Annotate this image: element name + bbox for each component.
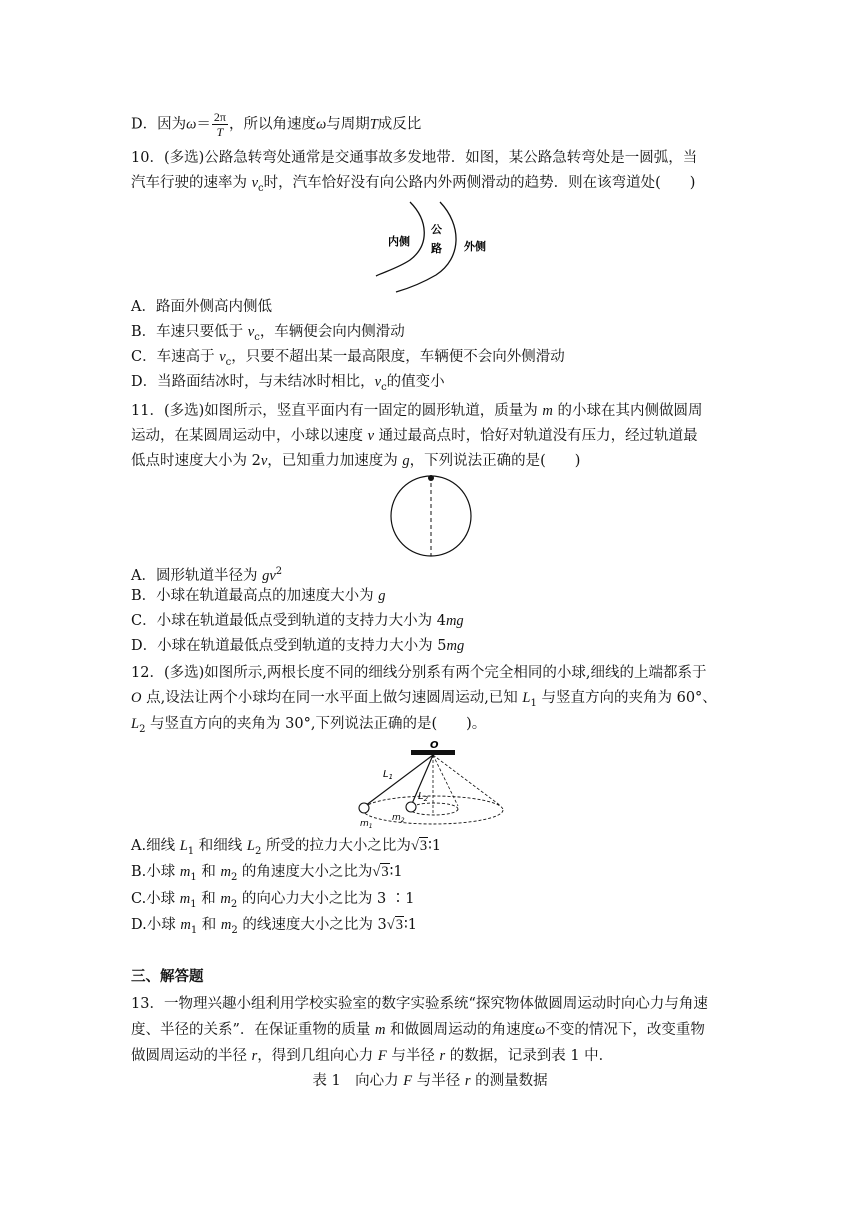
q13-line3-d: 的数据，记录到表 1 中． — [445, 1048, 614, 1064]
subscript-2: 2 — [139, 723, 146, 735]
g-symbol: g — [378, 588, 386, 604]
omega-symbol: ω — [315, 116, 327, 133]
subscript-2: 2 — [230, 871, 238, 883]
circular-track — [391, 476, 471, 556]
sqrt-3: √3 — [386, 917, 403, 933]
l-symbol: L — [246, 838, 255, 854]
radicand: 3 — [419, 838, 428, 854]
q11-option-b — [131, 586, 386, 606]
q10-option-a: A．路面外侧高内侧低 — [131, 299, 272, 315]
mass-symbol: m — [542, 403, 553, 419]
q10-line2-b: 时，汽车恰好没有向公路内外两侧滑动的趋势．则在该弯道处( ) — [263, 175, 696, 191]
cone-dashed-line-2 — [433, 755, 501, 806]
q13-line3-b: ，得到几组向心力 — [257, 1048, 378, 1064]
gv-symbol: gv — [262, 567, 276, 584]
q9-optd-prefix: D．因为 — [131, 116, 187, 133]
point-o-symbol: O — [131, 690, 142, 706]
subscript-2: 2 — [254, 845, 262, 857]
subscript-2: 2 — [231, 924, 238, 936]
q10-optb-b: ，车辆便会向内侧滑动 — [259, 324, 405, 340]
v-symbol: v — [260, 453, 268, 469]
m-symbol: m — [179, 864, 191, 880]
m-symbol: m — [220, 891, 231, 907]
q9-option-d — [131, 110, 421, 139]
sqrt-3: √3 — [410, 838, 428, 854]
section-title: 三、解答题 — [131, 969, 204, 985]
subscript-1: 1 — [190, 924, 198, 936]
ball-at-top — [428, 475, 434, 481]
m-symbol: m — [220, 864, 231, 880]
label-l1: $L_1$ — [383, 769, 394, 781]
q12-stem-line3 — [131, 714, 486, 740]
conical-pendulum-figure — [356, 737, 506, 829]
label-road-2: 路 — [431, 242, 442, 255]
subscript-c: c — [254, 331, 260, 343]
m-symbol: m — [180, 917, 191, 933]
v-symbol: v — [367, 428, 375, 444]
q11-line3-b: ，已知重力加速度为 — [267, 453, 403, 469]
m-symbol: m — [179, 891, 191, 907]
radicand: 3 — [395, 917, 403, 933]
subscript-1: 1 — [190, 871, 197, 883]
label-outer-side: 外侧 — [464, 240, 486, 253]
q12-stem-line2 — [131, 688, 717, 714]
q12-optd-a: D.小球 — [131, 917, 181, 933]
sqrt-3: √3 — [372, 864, 389, 880]
g-symbol: g — [402, 453, 410, 469]
q12-optc-a: C.小球 — [131, 891, 180, 907]
q12-opta-b: 和细线 — [194, 838, 247, 854]
mg-symbol: mg — [446, 638, 465, 654]
equals-sign: ＝ — [196, 116, 211, 133]
q10-option-c — [131, 347, 565, 373]
circular-track-figure — [388, 473, 474, 559]
table-caption — [0, 1071, 860, 1091]
q12-optb-c: 的角速度大小之比为 — [237, 864, 373, 880]
q12-optb-b: 和 — [196, 864, 221, 880]
v-symbol: v — [247, 324, 255, 340]
fraction-denominator: T — [216, 125, 224, 139]
r-symbol: r — [439, 1048, 446, 1064]
q11-optd-a: D．小球在轨道最低点受到轨道的支持力大小为 5 — [131, 638, 447, 654]
q10-optb-a: B．车速只要低于 — [131, 324, 248, 340]
f-symbol: F — [377, 1048, 387, 1064]
subscript-c: c — [258, 182, 264, 194]
radicand: 3 — [381, 864, 389, 880]
q11-opta-a: A．圆形轨道半径为 — [131, 567, 263, 584]
fraction-numerator: 2π — [213, 110, 226, 124]
subscript-c: c — [381, 381, 387, 393]
q12-opta-c: 所受的拉力大小之比为 — [261, 838, 411, 854]
q13-stem-line2 — [131, 1020, 705, 1040]
q13-line2-b: 和做圆周运动的角速度 — [385, 1022, 536, 1038]
mg-symbol: mg — [445, 613, 464, 629]
label-m2: $m_2$ — [392, 813, 405, 824]
caption-c: 的测量数据 — [470, 1073, 548, 1089]
q12-optc-b: 和 — [196, 891, 221, 907]
q11-stem-line3 — [131, 451, 580, 471]
road-curve-figure — [370, 200, 500, 295]
q12-option-c — [131, 889, 415, 915]
m-symbol: m — [220, 917, 232, 933]
q11-line3-c: ，下列说法正确的是( ) — [409, 453, 581, 469]
f-symbol: F — [403, 1073, 413, 1089]
q12-stem-line1: 12．(多选)如图所示,两根长度不同的细线分别系有两个完全相同的小球,细线的上端都系于 — [131, 665, 707, 681]
label-m1: $m_1$ — [360, 819, 373, 829]
q12-option-a — [131, 836, 441, 862]
cone-dashed-line — [433, 755, 458, 806]
r-symbol: r — [251, 1048, 258, 1064]
r-symbol: r — [464, 1073, 471, 1089]
q9-optd-end: 成反比 — [377, 116, 422, 133]
orbit-small — [410, 803, 458, 815]
period-symbol: T — [369, 116, 378, 133]
q12-line2-b: 与竖直方向的夹角为 60°、 — [536, 690, 717, 706]
q12-optd-b: 和 — [197, 917, 221, 933]
q10-optd-a: D．当路面结冰时，与未结冰时相比， — [131, 374, 375, 390]
q13-stem-line3 — [131, 1046, 613, 1066]
label-inner-side: 内侧 — [388, 235, 410, 248]
q12-option-d — [131, 915, 417, 941]
label-road-1: 公 — [431, 223, 442, 236]
q11-line2-b: 通过最高点时，恰好对轨道没有压力，经过轨道最 — [374, 428, 698, 444]
q12-line3-b: 与竖直方向的夹角为 30°,下列说法正确的是( )。 — [145, 716, 487, 732]
q11-stem-line1 — [131, 401, 702, 421]
l-symbol: L — [179, 838, 188, 854]
ratio-end: ∶1 — [403, 917, 417, 933]
q11-line2-a: 运动，在某圆周运动中，小球以速度 — [131, 428, 368, 444]
q11-stem-line2 — [131, 426, 698, 446]
q12-optb-a: B.小球 — [131, 864, 180, 880]
q11-line1-b: 的小球在其内侧做圆周 — [552, 403, 703, 419]
subscript-1: 1 — [187, 845, 195, 857]
q12-opta-a: A.细线 — [131, 838, 180, 854]
q13-line2-a: 度、半径的关系”．在保证重物的质量 — [131, 1022, 376, 1038]
q11-option-c — [131, 611, 464, 631]
l-symbol: L — [522, 690, 531, 706]
ratio-end: ∶1 — [389, 864, 403, 880]
label-l2: $L_2$ — [418, 791, 429, 803]
q13-line2-c: 不变的情况下，改变重物 — [545, 1022, 705, 1038]
subscript-1: 1 — [190, 898, 197, 910]
q12-optd-c: 的线速度大小之比为 3 — [237, 917, 387, 933]
q11-option-a — [131, 562, 282, 586]
superscript-2: 2 — [275, 566, 283, 577]
q12-line2-a: 点,设法让两个小球均在同一水平面上做匀速圆周运动,已知 — [141, 690, 523, 706]
q11-line1-a: 11．(多选)如图所示，竖直平面内有一固定的圆形轨道，质量为 — [131, 403, 543, 419]
v-symbol: v — [374, 374, 382, 390]
q10-option-b — [131, 322, 405, 348]
m-symbol: m — [375, 1022, 386, 1038]
q12-optc-c: 的向心力大小之比为 3 ∶1 — [237, 891, 415, 907]
q11-optb-a: B．小球在轨道最高点的加速度大小为 — [131, 588, 379, 604]
v-symbol: v — [219, 349, 226, 365]
ratio-end: ∶1 — [428, 838, 442, 854]
q10-optc-a: C．车速高于 — [131, 349, 220, 365]
q10-option-d — [131, 372, 445, 398]
caption-a: 表 1 向心力 — [312, 1073, 404, 1089]
q11-line3-a: 低点时速度大小为 2 — [131, 453, 261, 469]
q11-option-d — [131, 636, 464, 656]
q11-optc-a: C．小球在轨道最低点受到轨道的支持力大小为 4 — [131, 613, 446, 629]
ball-m2 — [406, 802, 416, 812]
q13-line3-c: 与半径 — [386, 1048, 440, 1064]
ball-m1 — [359, 803, 369, 813]
q9-optd-mid: ，所以角速度 — [228, 116, 316, 133]
fraction-2pi-over-t — [212, 110, 228, 139]
q10-optd-b: 的值变小 — [386, 374, 445, 390]
q13-line3-a: 做圆周运动的半径 — [131, 1048, 252, 1064]
q10-stem-line2 — [131, 173, 695, 199]
q12-option-b — [131, 862, 403, 888]
q10-optc-b: ，只要不超出某一最高限度，车辆便不会向外侧滑动 — [231, 349, 565, 365]
label-o: O — [430, 740, 439, 751]
q9-optd-mid2: 与周期 — [326, 116, 370, 133]
q10-line2-a: 汽车行驶的速率为 — [131, 175, 252, 191]
l-symbol: L — [131, 716, 140, 732]
subscript-c: c — [225, 356, 232, 368]
subscript-1: 1 — [530, 697, 537, 709]
q13-stem-line1: 13．一物理兴趣小组利用学校实验室的数字实验系统“探究物体做圆周运动时向心力与角速 — [131, 996, 708, 1012]
omega-symbol: ω — [535, 1022, 546, 1038]
caption-b: 与半径 — [412, 1073, 465, 1089]
omega-symbol: ω — [186, 116, 197, 133]
q10-stem-line1: 10．(多选)公路急转弯处通常是交通事故多发地带．如图，某公路急转弯处是一圆弧，当 — [131, 150, 698, 166]
subscript-2: 2 — [230, 898, 238, 910]
v-symbol: v — [251, 175, 259, 191]
